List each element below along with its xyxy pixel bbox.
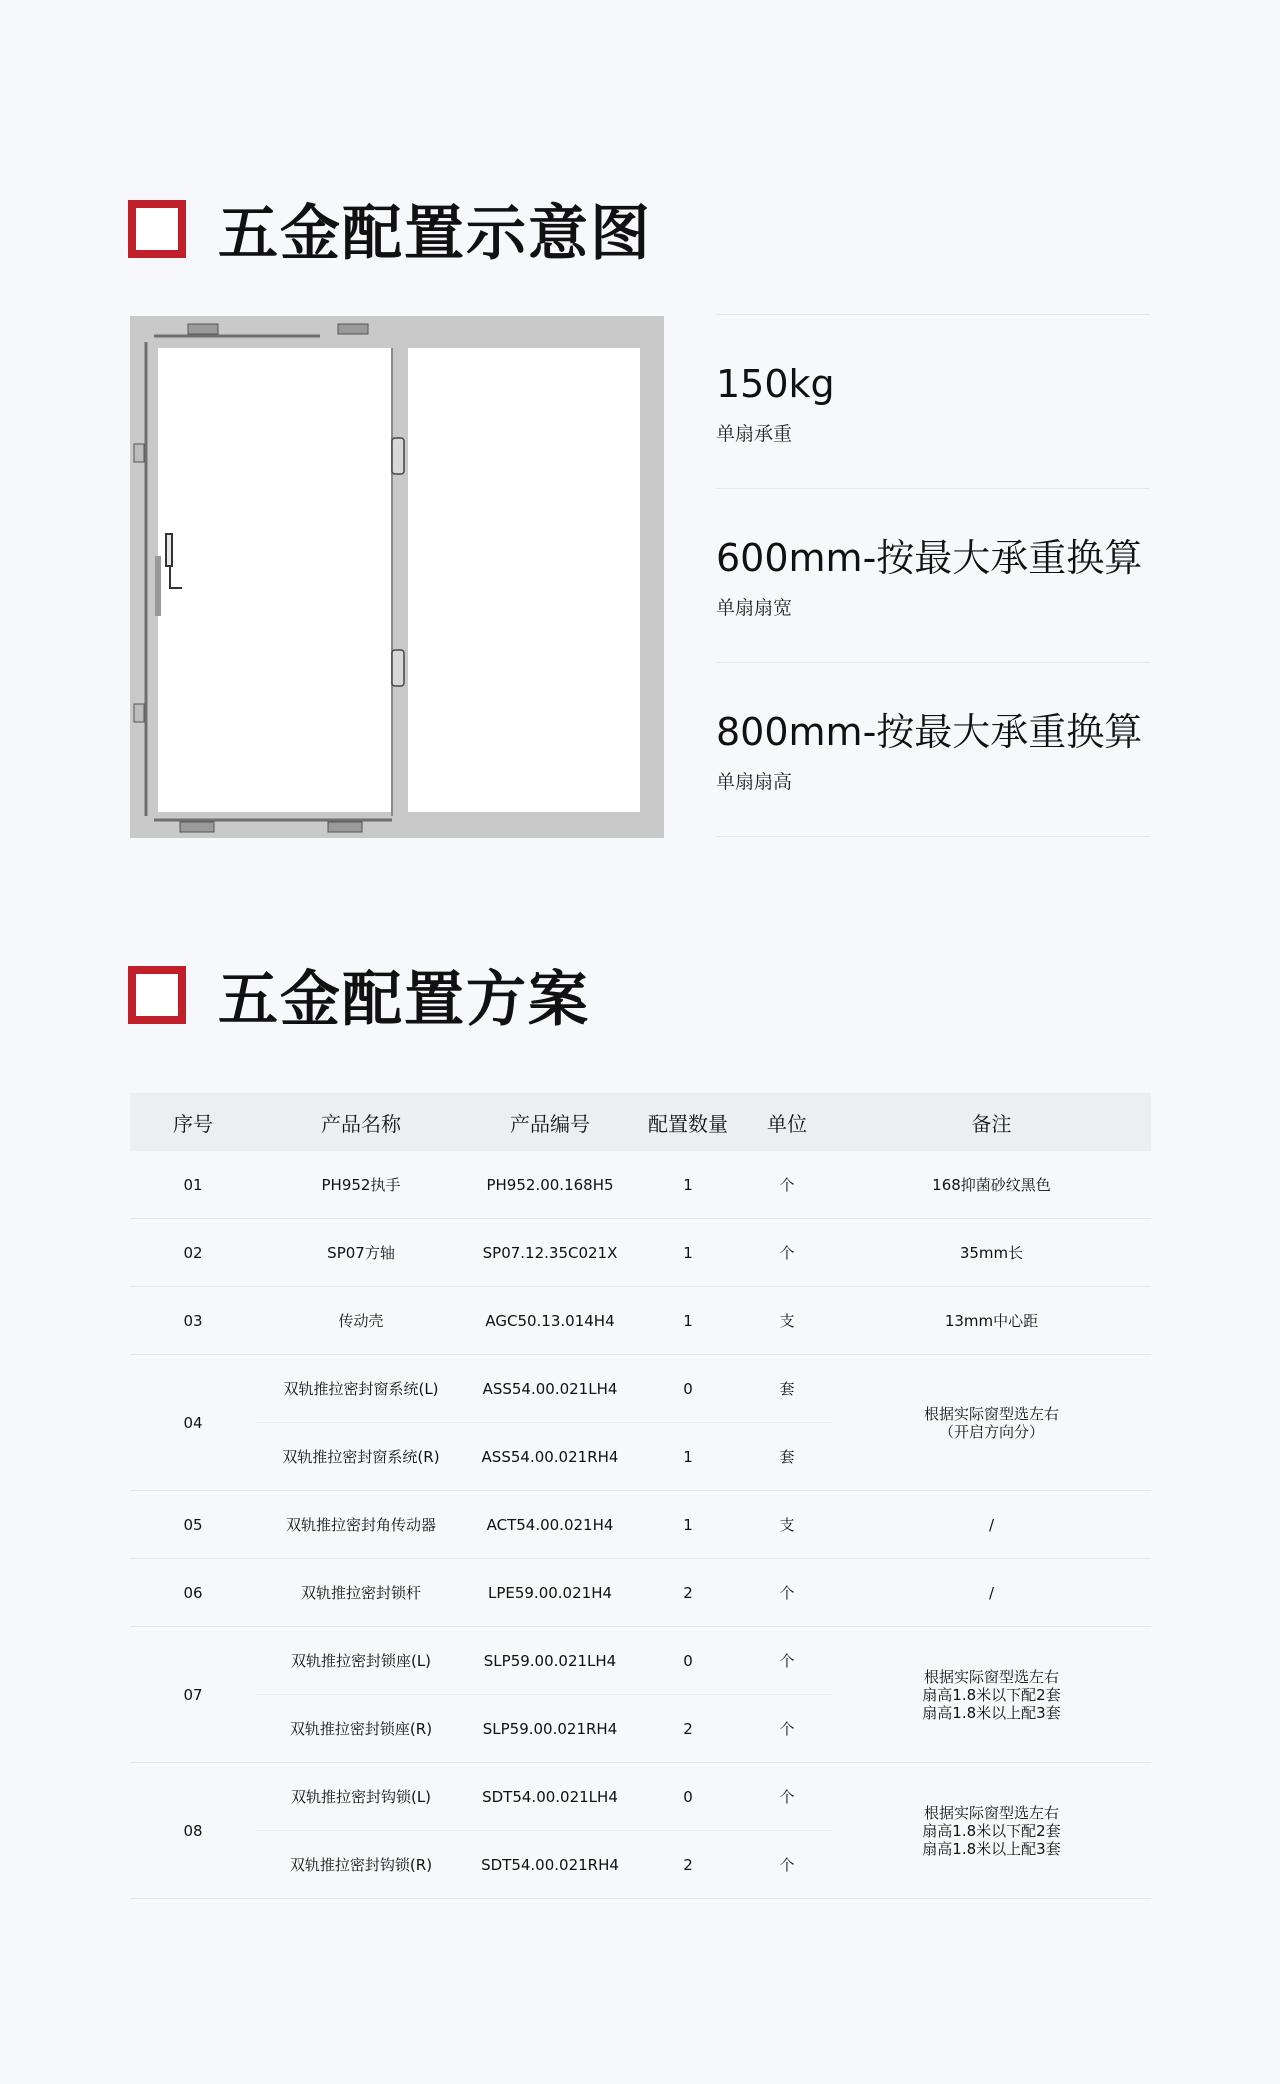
cell-name: 双轨推拉密封窗系统(R) [256,1423,466,1491]
cell-code: ASS54.00.021RH4 [466,1423,634,1491]
cell-note: 35mm长 [832,1219,1151,1287]
header-code: 产品编号 [466,1093,634,1151]
spec-label: 单扇扇宽 [716,597,793,619]
cell-unit: 套 [742,1355,832,1423]
cell-name: 双轨推拉密封钩锁(L) [256,1763,466,1831]
cell-unit: 个 [742,1151,832,1219]
table-row [130,1627,1151,1695]
table-row [130,1491,1151,1559]
header-no: 序号 [130,1093,256,1151]
cell-no: 02 [130,1219,256,1287]
cell-note: 根据实际窗型选左右 （开启方向分） [832,1355,1151,1491]
spec-item-width [716,489,1150,662]
spec-label: 单扇承重 [716,423,793,445]
table-row [130,1355,1151,1423]
cell-qty: 1 [634,1151,742,1219]
spec-item-height [716,663,1150,836]
cell-unit: 支 [742,1287,832,1355]
cell-no: 05 [130,1491,256,1559]
cell-qty: 1 [634,1219,742,1287]
cell-unit: 套 [742,1423,832,1491]
cell-name: SP07方轴 [256,1219,466,1287]
diagram-section-title [128,186,652,272]
cell-note: 13mm中心距 [832,1287,1151,1355]
cell-name: 双轨推拉密封锁座(L) [256,1627,466,1695]
cell-qty: 0 [634,1763,742,1831]
spec-value: 150kg [716,362,835,406]
window-hardware-diagram [130,316,664,838]
cell-qty: 2 [634,1831,742,1899]
cell-qty: 1 [634,1287,742,1355]
spec-panel [716,314,1150,837]
cell-note: / [832,1491,1151,1559]
hardware-config-table [130,1093,1151,1899]
cell-name: 双轨推拉密封钩锁(R) [256,1831,466,1899]
header-name: 产品名称 [256,1093,466,1151]
cell-code: SDT54.00.021LH4 [466,1763,634,1831]
cell-qty: 2 [634,1695,742,1763]
plan-section-title [128,952,590,1038]
cell-name: 双轨推拉密封锁座(R) [256,1695,466,1763]
table-row [130,1763,1151,1831]
cell-name: 传动壳 [256,1287,466,1355]
cell-unit: 个 [742,1763,832,1831]
spec-value: 800mm-按最大承重换算 [716,710,1143,754]
cell-name: 双轨推拉密封角传动器 [256,1491,466,1559]
cell-code: ACT54.00.021H4 [466,1491,634,1559]
cell-note: / [832,1559,1151,1627]
cell-name: 双轨推拉密封锁杆 [256,1559,466,1627]
cell-qty: 1 [634,1423,742,1491]
cell-note: 根据实际窗型选左右 扇高1.8米以下配2套 扇高1.8米以上配3套 [832,1627,1151,1763]
plan-title-text: 五金配置方案 [218,965,590,1035]
cell-code: PH952.00.168H5 [466,1151,634,1219]
cell-qty: 0 [634,1627,742,1695]
header-qty: 配置数量 [634,1093,742,1151]
header-note: 备注 [832,1093,1151,1151]
cell-code: ASS54.00.021LH4 [466,1355,634,1423]
spec-divider [716,836,1150,837]
table-row [130,1151,1151,1219]
cell-qty: 1 [634,1491,742,1559]
left-sash-glass [158,348,392,812]
cell-no: 06 [130,1559,256,1627]
cell-name: 双轨推拉密封窗系统(L) [256,1355,466,1423]
spec-item-load [716,315,1150,488]
table-row [130,1559,1151,1627]
cell-code: AGC50.13.014H4 [466,1287,634,1355]
table-row [130,1287,1151,1355]
cell-code: SLP59.00.021RH4 [466,1695,634,1763]
cell-code: SP07.12.35C021X [466,1219,634,1287]
spec-value: 600mm-按最大承重换算 [716,536,1143,580]
cell-no: 03 [130,1287,256,1355]
cell-code: SDT54.00.021RH4 [466,1831,634,1899]
cell-qty: 2 [634,1559,742,1627]
cell-unit: 个 [742,1627,832,1695]
cell-no: 01 [130,1151,256,1219]
cell-unit: 个 [742,1219,832,1287]
cell-no: 07 [130,1627,256,1763]
table-row [130,1219,1151,1287]
table-header-row [130,1093,1151,1151]
section-marker-icon [128,966,186,1024]
cell-no: 08 [130,1763,256,1899]
cell-qty: 0 [634,1355,742,1423]
cell-name: PH952执手 [256,1151,466,1219]
cell-note: 168抑菌砂纹黑色 [832,1151,1151,1219]
header-unit: 单位 [742,1093,832,1151]
cell-unit: 支 [742,1491,832,1559]
cell-code: SLP59.00.021LH4 [466,1627,634,1695]
cell-unit: 个 [742,1695,832,1763]
right-sash-glass [408,348,640,812]
cell-unit: 个 [742,1831,832,1899]
cell-no: 04 [130,1355,256,1491]
cell-code: LPE59.00.021H4 [466,1559,634,1627]
cell-unit: 个 [742,1559,832,1627]
diagram-title-text: 五金配置示意图 [218,199,652,269]
section-marker-icon [128,200,186,258]
cell-note: 根据实际窗型选左右 扇高1.8米以下配2套 扇高1.8米以上配3套 [832,1763,1151,1899]
spec-label: 单扇扇高 [716,771,793,793]
